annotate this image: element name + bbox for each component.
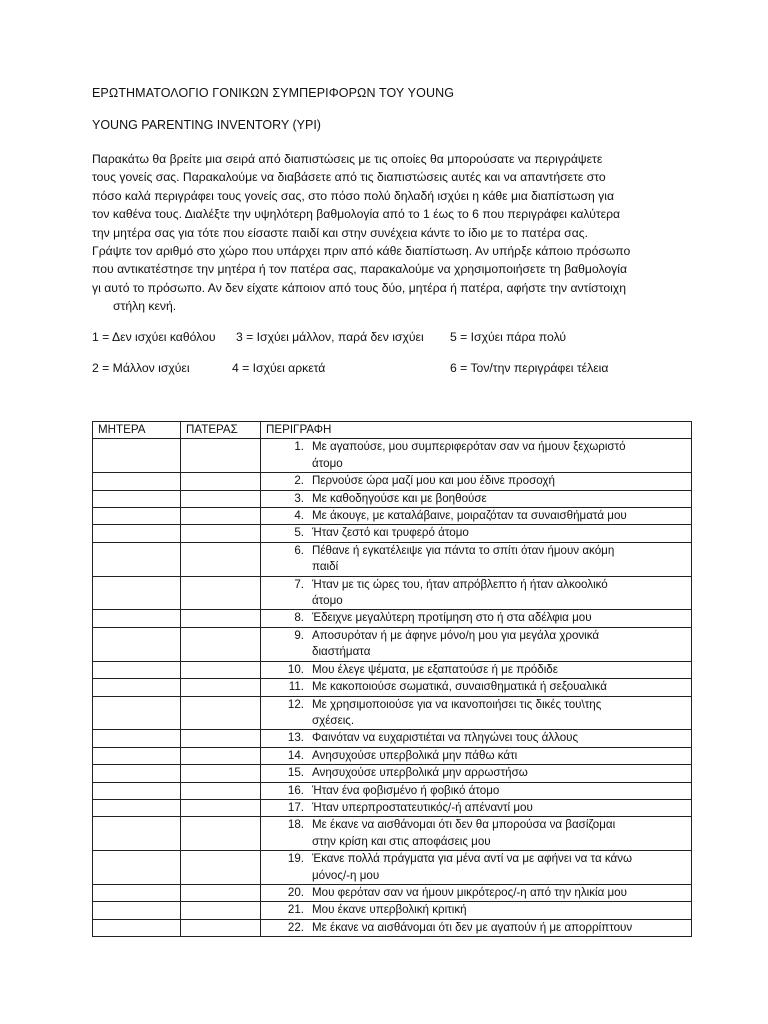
statement-item (266, 920, 686, 936)
instructions-line: πόσο καλά περιγράφει τους γονείς σας, στο πόσο πολύ δηλαδή ισχύει η κάθε μια διαπίστωση για (92, 188, 615, 203)
mother-score-cell[interactable] (93, 799, 181, 816)
table-row (93, 473, 692, 490)
instructions-line: Παρακάτω θα βρείτε μια σειρά από διαπιστώσεις με τις οποίες θα μπορούσατε να περιγράψετε (92, 152, 603, 166)
statement-text-line: Με έκανε να αισθάνομαι ότι δεν με αγαπούν ή με απορρίπτουν (312, 920, 633, 934)
scale-option-4: 4 = Ισχύει αρκετά (232, 361, 326, 375)
statement-item (266, 748, 686, 764)
document-title-greek: ΕΡΩΤΗΜΑΤΟΛΟΓΙΟ ΓΟΝΙΚΩΝ ΣΥΜΠΕΡΙΦΟΡΩΝ ΤΟΥ YOUNG (92, 86, 455, 100)
description-cell (261, 661, 692, 678)
statement-item (266, 577, 686, 610)
table-row (93, 884, 692, 901)
instructions-line: Γράψτε τον αριθμό στο χώρο που υπάρχει πριν από κάθε διαπίστωση. Αν υπήρξε κάποιο πρόσωπο (92, 244, 631, 259)
description-cell (261, 576, 692, 610)
table-row (93, 765, 692, 782)
father-score-cell[interactable] (181, 817, 261, 851)
table-row (93, 747, 692, 764)
statement-text (312, 679, 686, 695)
table-row (93, 610, 692, 627)
statement-item (266, 610, 686, 626)
statement-text-line: Ήταν με τις ώρες του, ήταν απρόβλεπτο ή ήταν αλκοολικό (312, 577, 608, 591)
mother-score-cell[interactable] (93, 696, 181, 730)
statement-text (312, 885, 686, 901)
description-cell (261, 525, 692, 542)
table-row (93, 730, 692, 747)
instructions-line: τους γονείς σας. Παρακαλούμε να διαβάσετε από τις διαπιστώσεις αυτές και να απαντήσετε στο (92, 170, 606, 185)
table-row (93, 627, 692, 661)
description-cell (261, 508, 692, 525)
statement-number: 13. (287, 731, 304, 745)
statement-number: 2. (294, 474, 304, 488)
description-cell (261, 799, 692, 816)
description-cell (261, 473, 692, 490)
mother-score-cell[interactable] (93, 576, 181, 610)
statement-text-line: στην κρίση και στις αποφάσεις μου (312, 834, 491, 848)
father-score-cell[interactable] (181, 439, 261, 473)
statement-number: 12. (287, 697, 304, 711)
statement-item (266, 662, 686, 678)
father-score-cell[interactable] (181, 696, 261, 730)
description-cell (261, 765, 692, 782)
statement-number: 8. (294, 611, 304, 625)
statement-number: 19. (287, 852, 304, 866)
statement-item (266, 851, 686, 884)
father-score-cell[interactable] (181, 508, 261, 525)
statement-text (312, 817, 686, 850)
father-score-cell[interactable] (181, 919, 261, 936)
statement-number: 14. (287, 748, 304, 762)
statement-number: 5. (294, 526, 304, 540)
table-row (93, 817, 692, 851)
statement-text (312, 920, 686, 936)
table-row (93, 851, 692, 885)
father-score-cell[interactable] (181, 542, 261, 576)
scale-option-5: 5 = Ισχύει πάρα πολύ (450, 330, 567, 344)
table-row (93, 696, 692, 730)
statement-text-line: Φαινόταν να ευχαριστιέται να πληγώνει τους άλλους (312, 731, 579, 745)
father-score-cell[interactable] (181, 747, 261, 764)
statement-item (266, 473, 686, 489)
statement-item (266, 491, 686, 507)
statement-item (266, 885, 686, 901)
mother-score-cell[interactable] (93, 490, 181, 507)
description-cell (261, 610, 692, 627)
father-score-cell[interactable] (181, 851, 261, 885)
table-row (93, 508, 692, 525)
statement-number: 11. (288, 680, 304, 694)
statement-text-line: άτομο (312, 456, 343, 470)
scale-option-6: 6 = Τον/την περιγράφει τέλεια (450, 361, 609, 375)
statement-text (312, 610, 686, 626)
statement-number: 20. (287, 885, 304, 899)
mother-score-cell[interactable] (93, 747, 181, 764)
statement-text-line: Μου έκανε υπερβολική κριτική (312, 903, 467, 917)
statement-number: 1. (294, 440, 304, 454)
statement-text-line: Ήταν ζεστό και τρυφερό άτομο (312, 526, 469, 540)
statement-text (312, 525, 686, 541)
statement-text-line: Ήταν ένα φοβισμένο ή φοβικό άτομο (312, 783, 500, 797)
statement-item (266, 543, 686, 576)
statement-text-line: Ανησυχούσε υπερβολικά μην πάθω κάτι (312, 748, 518, 762)
statement-item (266, 697, 686, 730)
mother-score-cell[interactable] (93, 817, 181, 851)
column-header-mother: ΜΗΤΕΡΑ (93, 422, 181, 439)
instructions-line: στήλη κενή. (113, 299, 177, 314)
statement-text (312, 628, 686, 661)
statement-item (266, 783, 686, 799)
mother-score-cell[interactable] (93, 884, 181, 901)
mother-score-cell[interactable] (93, 627, 181, 661)
description-cell (261, 439, 692, 473)
table-header-row (93, 422, 692, 439)
father-score-cell[interactable] (181, 473, 261, 490)
statement-text-line: άτομο (312, 594, 343, 608)
table-row (93, 799, 692, 816)
inventory-table (92, 421, 692, 937)
statement-text (312, 543, 686, 576)
table-row (93, 490, 692, 507)
statement-text-line: μόνος/-η μου (312, 868, 380, 882)
description-cell (261, 782, 692, 799)
statement-text-line: Αποσυρόταν ή με άφηνε μόνο/η μου για μεγάλα χρονικά (312, 628, 600, 642)
instructions-paragraph (92, 150, 692, 316)
father-score-cell[interactable] (181, 902, 261, 919)
mother-score-cell[interactable] (93, 851, 181, 885)
father-score-cell[interactable] (181, 490, 261, 507)
statement-number: 4. (294, 509, 304, 523)
statement-number: 6. (294, 543, 304, 557)
statement-text-line: Ήταν υπερπροστατευτικός/-ή απέναντί μου (312, 800, 533, 814)
statement-number: 16. (287, 783, 304, 797)
statement-text (312, 851, 686, 884)
mother-score-cell[interactable] (93, 508, 181, 525)
statement-item (266, 817, 686, 850)
statement-text-line: Με άκουγε, με καταλάβαινε, μοιραζόταν τα συναισθήματά μου (312, 509, 627, 523)
statement-item (266, 508, 686, 524)
statement-item (266, 730, 686, 746)
statement-text (312, 748, 686, 764)
statement-item (266, 765, 686, 781)
statement-number: 17. (287, 800, 304, 814)
mother-score-cell[interactable] (93, 782, 181, 799)
statement-number: 15. (287, 766, 304, 780)
description-cell (261, 902, 692, 919)
table-row (93, 902, 692, 919)
instructions-line: που αντικατέστησε την μητέρα ή τον πατέρα σας, παρακαλούμε να χρησιμοποιήσετε τη βαθμολογία (92, 262, 628, 277)
table-row (93, 782, 692, 799)
statement-text-line: Περνούσε ώρα μαζί μου και μου έδινε προσοχή (312, 474, 555, 488)
column-header-father: ΠΑΤΕΡΑΣ (181, 422, 261, 439)
statement-text (312, 730, 686, 746)
mother-score-cell[interactable] (93, 730, 181, 747)
description-cell (261, 919, 692, 936)
statement-number: 7. (294, 577, 304, 591)
mother-score-cell[interactable] (93, 679, 181, 696)
description-cell (261, 851, 692, 885)
table-row (93, 661, 692, 678)
father-score-cell[interactable] (181, 799, 261, 816)
statement-number: 10. (287, 662, 304, 676)
description-cell (261, 696, 692, 730)
description-cell (261, 817, 692, 851)
mother-score-cell[interactable] (93, 525, 181, 542)
statement-text-line: Με καθοδηγούσε και με βοηθούσε (312, 491, 487, 505)
description-cell (261, 490, 692, 507)
statement-text (312, 697, 686, 730)
mother-score-cell[interactable] (93, 919, 181, 936)
statement-text-line: Με έκανε να αισθάνομαι ότι δεν θα μπορούσα να βασίζομαι (312, 818, 616, 832)
document-title-english: YOUNG PARENTING INVENTORY (YPI) (92, 118, 321, 132)
statement-text (312, 783, 686, 799)
statement-text (312, 577, 686, 610)
father-score-cell[interactable] (181, 627, 261, 661)
table-row (93, 525, 692, 542)
statement-text-line: παιδί (312, 560, 339, 574)
statement-number: 9. (294, 628, 304, 642)
statement-text-line: Πέθανε ή εγκατέλειψε για πάντα το σπίτι όταν ήμουν ακόμη (312, 543, 615, 557)
father-score-cell[interactable] (181, 610, 261, 627)
statement-item (266, 525, 686, 541)
scale-option-2: 2 = Μάλλον ισχύει (92, 361, 190, 375)
table-row (93, 576, 692, 610)
mother-score-cell[interactable] (93, 473, 181, 490)
table-body (93, 439, 692, 937)
statement-text-line: Με αγαπούσε, μου συμπεριφερόταν σαν να ήμουν ξεχωριστό (312, 440, 626, 454)
description-cell (261, 542, 692, 576)
father-score-cell[interactable] (181, 782, 261, 799)
table-row (93, 542, 692, 576)
statement-item (266, 628, 686, 661)
column-header-description: ΠΕΡΙΓΡΑΦΗ (261, 422, 692, 439)
description-cell (261, 747, 692, 764)
father-score-cell[interactable] (181, 525, 261, 542)
mother-score-cell[interactable] (93, 542, 181, 576)
mother-score-cell[interactable] (93, 765, 181, 782)
statement-text-line: διαστήματα (312, 645, 371, 659)
statement-text (312, 765, 686, 781)
statement-number: 22. (287, 920, 304, 934)
statement-item (266, 679, 686, 695)
statement-text (312, 473, 686, 489)
statement-text-line: Μου φερόταν σαν να ήμουν μικρότερος/-η από την ηλικία μου (312, 885, 627, 899)
statement-text (312, 902, 686, 918)
father-score-cell[interactable] (181, 884, 261, 901)
father-score-cell[interactable] (181, 730, 261, 747)
mother-score-cell[interactable] (93, 610, 181, 627)
description-cell (261, 627, 692, 661)
instructions-line: την μητέρα σας για τότε που είσαστε παιδί και στην συνέχεια κάντε το ίδιο με το πατέρα σας. (92, 225, 589, 240)
mother-score-cell[interactable] (93, 661, 181, 678)
statement-text-line: σχέσεις. (312, 713, 355, 727)
statement-text-line: Έδειχνε μεγαλύτερη προτίμηση στο ή στα αδέλφια μου (312, 611, 592, 625)
mother-score-cell[interactable] (93, 902, 181, 919)
scale-option-1: 1 = Δεν ισχύει καθόλου (92, 330, 216, 344)
instructions-line: γι αυτό το πρόσωπο. Αν δεν είχατε κάποιον από τους δύο, μητέρα ή πατέρα, αφήστε την αντίστοιχη (92, 280, 626, 295)
father-score-cell[interactable] (181, 765, 261, 782)
description-cell (261, 884, 692, 901)
description-cell (261, 730, 692, 747)
statement-text-line: Με κακοποιούσε σωματικά, συναισθηματικά ή σεξουαλικά (312, 680, 607, 694)
father-score-cell[interactable] (181, 576, 261, 610)
statement-text-line: Ανησυχούσε υπερβολικά μην αρρωστήσω (312, 766, 528, 780)
statement-item (266, 439, 686, 472)
instructions-line: τον καθένα τους. Διαλέξτε την υψηλότερη βαθμολογία από το 1 έως το 6 που περιγράφει καλύτερα (92, 207, 621, 222)
statement-text (312, 439, 686, 472)
scale-option-3: 3 = Ισχύει μάλλον, παρά δεν ισχύει (236, 330, 424, 344)
table-row (93, 439, 692, 473)
father-score-cell[interactable] (181, 679, 261, 696)
statement-text (312, 662, 686, 678)
statement-text (312, 800, 686, 816)
father-score-cell[interactable] (181, 661, 261, 678)
statement-number: 18. (287, 818, 304, 832)
statement-item (266, 800, 686, 816)
statement-text (312, 508, 686, 524)
description-cell (261, 679, 692, 696)
statement-text-line: Έκανε πολλά πράγματα για μένα αντί να με αφήνει να τα κάνω (312, 852, 633, 866)
table-row (93, 679, 692, 696)
statement-item (266, 902, 686, 918)
statement-number: 21. (287, 903, 304, 917)
statement-text-line: Μου έλεγε ψέματα, με εξαπατούσε ή με πρόδιδε (312, 662, 558, 676)
statement-text-line: Με χρησιμοποιούσε για να ικανοποιήσει τις δικές του\της (312, 697, 602, 711)
mother-score-cell[interactable] (93, 439, 181, 473)
statement-number: 3. (294, 491, 304, 505)
table-row (93, 919, 692, 936)
statement-text (312, 491, 686, 507)
